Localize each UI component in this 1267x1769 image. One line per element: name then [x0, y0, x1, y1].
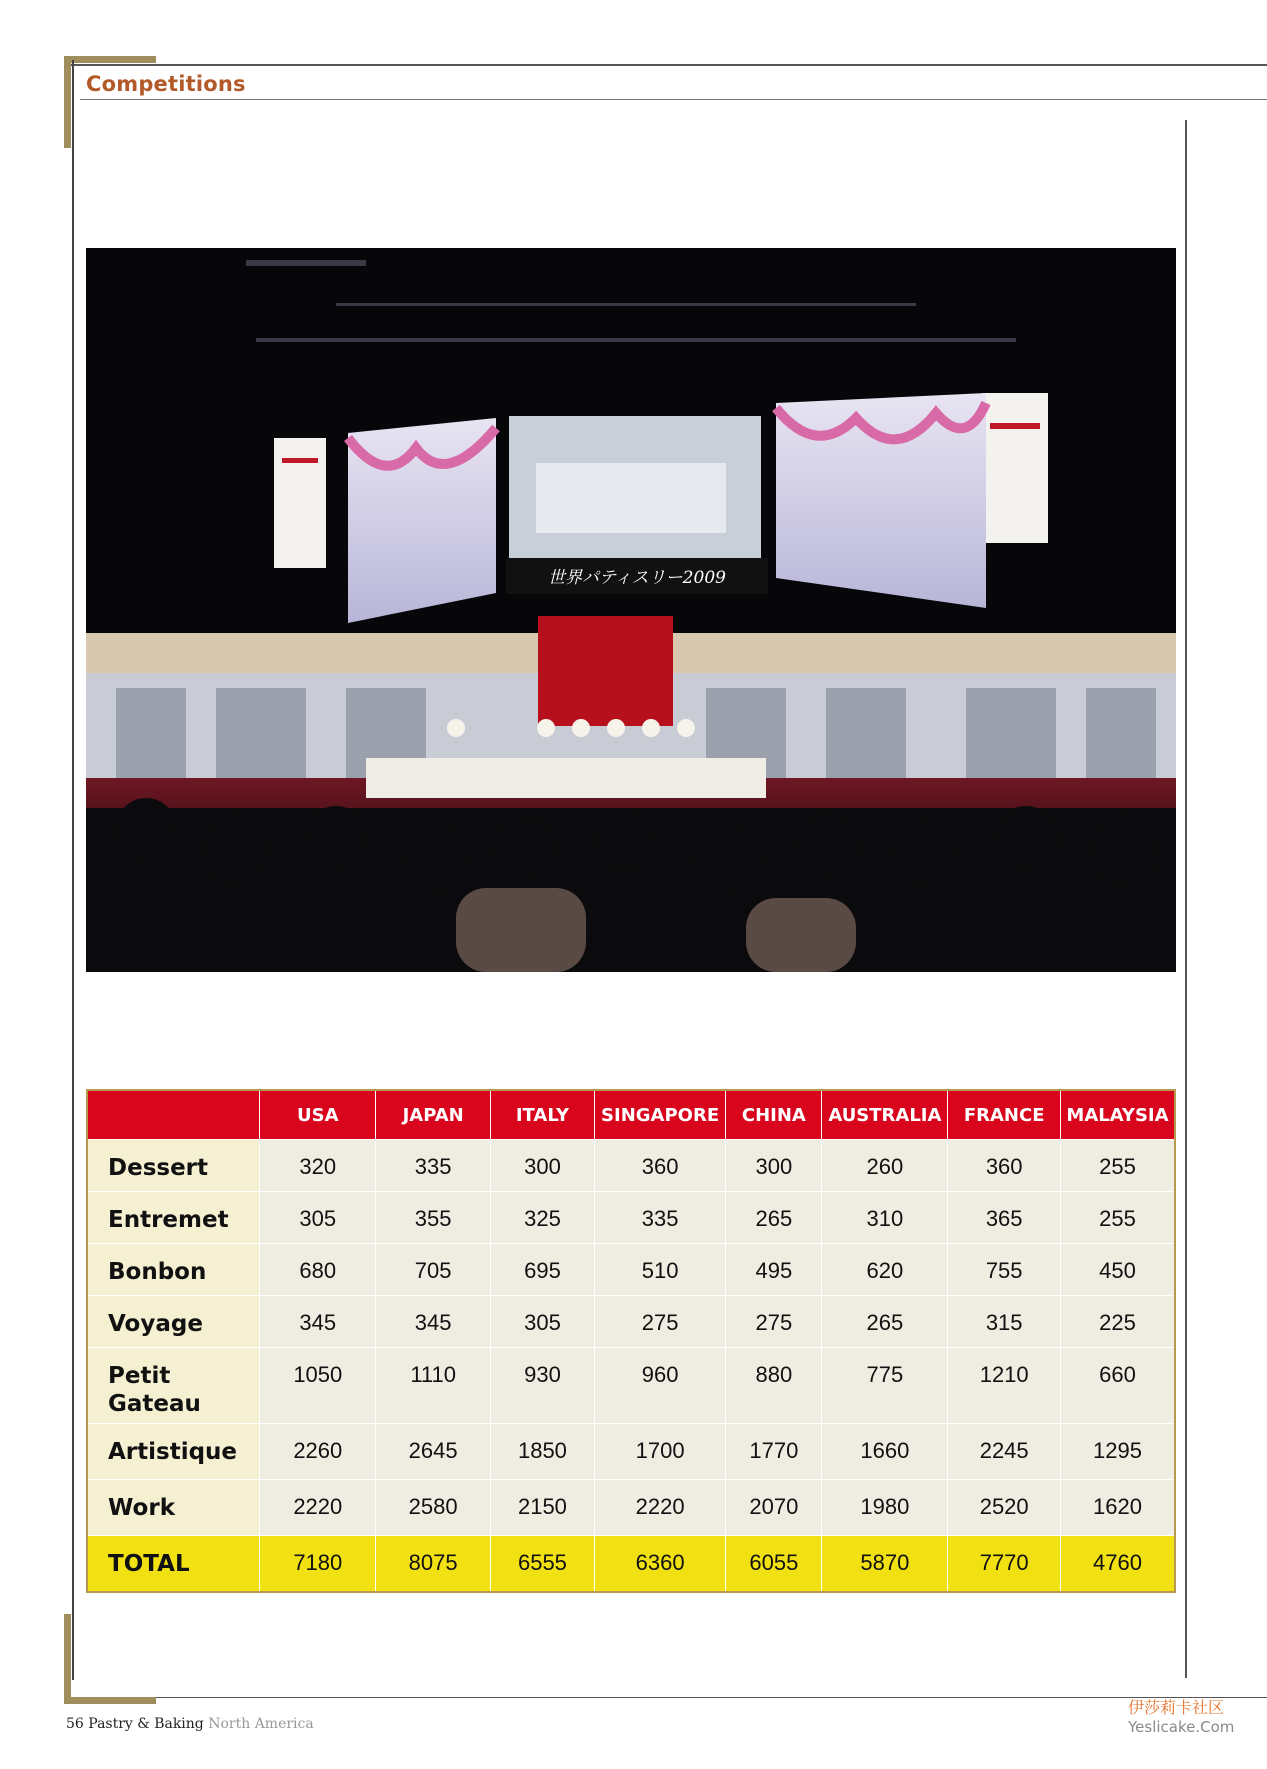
- competition-hall-photo: [86, 248, 1176, 972]
- score-cell: 345: [376, 1296, 491, 1348]
- column-header-china: CHINA: [726, 1090, 822, 1140]
- total-cell: 6055: [726, 1536, 822, 1592]
- score-cell: 775: [822, 1348, 948, 1424]
- gold-tab-accent-bottom: [64, 1697, 156, 1704]
- score-cell: 660: [1060, 1348, 1175, 1424]
- total-label: TOTAL: [87, 1536, 260, 1592]
- header-underline: [80, 99, 1267, 100]
- score-cell: 275: [594, 1296, 725, 1348]
- table-row: [87, 1140, 1175, 1192]
- row-label: Artistique: [87, 1424, 260, 1480]
- column-header-usa: USA: [260, 1090, 376, 1140]
- score-cell: 930: [491, 1348, 595, 1424]
- score-cell: 1050: [260, 1348, 376, 1424]
- total-cell: 4760: [1060, 1536, 1175, 1592]
- score-cell: 1620: [1060, 1480, 1175, 1536]
- score-cell: 1770: [726, 1424, 822, 1480]
- score-cell: 1110: [376, 1348, 491, 1424]
- score-cell: 355: [376, 1192, 491, 1244]
- row-label: Bonbon: [87, 1244, 260, 1296]
- page-footer: [66, 1716, 314, 1732]
- section-title: Competitions: [86, 72, 246, 96]
- score-cell: 360: [594, 1140, 725, 1192]
- total-cell: 6360: [594, 1536, 725, 1592]
- score-cell: 305: [260, 1192, 376, 1244]
- score-cell: 1295: [1060, 1424, 1175, 1480]
- score-cell: 2580: [376, 1480, 491, 1536]
- score-cell: 880: [726, 1348, 822, 1424]
- score-cell: 620: [822, 1244, 948, 1296]
- left-margin-rule: [72, 60, 74, 1680]
- score-cell: 695: [491, 1244, 595, 1296]
- score-cell: 1980: [822, 1480, 948, 1536]
- table-row: [87, 1296, 1175, 1348]
- score-cell: 495: [726, 1244, 822, 1296]
- score-cell: 225: [1060, 1296, 1175, 1348]
- total-cell: 6555: [491, 1536, 595, 1592]
- score-cell: 335: [594, 1192, 725, 1244]
- table-header-row: [87, 1090, 1175, 1140]
- score-cell: 1850: [491, 1424, 595, 1480]
- row-label: Voyage: [87, 1296, 260, 1348]
- score-cell: 360: [948, 1140, 1061, 1192]
- header-rule: [66, 64, 1267, 66]
- table-corner-cell: [87, 1090, 260, 1140]
- score-cell: 275: [726, 1296, 822, 1348]
- score-cell: 960: [594, 1348, 725, 1424]
- score-cell: 2150: [491, 1480, 595, 1536]
- score-cell: 345: [260, 1296, 376, 1348]
- page-number: 56: [66, 1716, 84, 1732]
- scores-table: [86, 1089, 1176, 1593]
- score-cell: 315: [948, 1296, 1061, 1348]
- row-label: Entremet: [87, 1192, 260, 1244]
- table-row: [87, 1424, 1175, 1480]
- score-cell: 300: [491, 1140, 595, 1192]
- row-label: Work: [87, 1480, 260, 1536]
- column-header-italy: ITALY: [491, 1090, 595, 1140]
- total-cell: 5870: [822, 1536, 948, 1592]
- score-cell: 320: [260, 1140, 376, 1192]
- column-header-france: FRANCE: [948, 1090, 1061, 1140]
- row-label: Dessert: [87, 1140, 260, 1192]
- gold-corner-accent-bottom: [64, 1614, 71, 1704]
- table-row: [87, 1244, 1175, 1296]
- score-cell: 2220: [260, 1480, 376, 1536]
- row-label: Petit Gateau: [87, 1348, 260, 1424]
- right-margin-rule: [1185, 120, 1187, 1678]
- publication-region: North America: [208, 1716, 314, 1732]
- column-header-australia: AUSTRALIA: [822, 1090, 948, 1140]
- score-cell: 260: [822, 1140, 948, 1192]
- score-cell: 335: [376, 1140, 491, 1192]
- table-row: [87, 1348, 1175, 1424]
- publication-name: Pastry & Baking: [88, 1716, 204, 1732]
- score-cell: 1660: [822, 1424, 948, 1480]
- score-cell: 255: [1060, 1140, 1175, 1192]
- score-cell: 2220: [594, 1480, 725, 1536]
- screen-caption: 世界パティスリー2009: [548, 568, 726, 588]
- table-row: [87, 1480, 1175, 1536]
- total-cell: 8075: [376, 1536, 491, 1592]
- score-cell: 680: [260, 1244, 376, 1296]
- score-cell: 2245: [948, 1424, 1061, 1480]
- gold-tab-accent-top: [64, 56, 156, 63]
- score-cell: 510: [594, 1244, 725, 1296]
- score-cell: 450: [1060, 1244, 1175, 1296]
- score-cell: 300: [726, 1140, 822, 1192]
- score-cell: 365: [948, 1192, 1061, 1244]
- score-cell: 755: [948, 1244, 1061, 1296]
- score-cell: 1700: [594, 1424, 725, 1480]
- score-cell: 265: [822, 1296, 948, 1348]
- table-row: [87, 1192, 1175, 1244]
- score-cell: 705: [376, 1244, 491, 1296]
- total-cell: 7180: [260, 1536, 376, 1592]
- score-cell: 1210: [948, 1348, 1061, 1424]
- score-cell: 325: [491, 1192, 595, 1244]
- watermark-en: Yeslicake.Com: [1128, 1718, 1235, 1736]
- score-cell: 2520: [948, 1480, 1061, 1536]
- column-header-malaysia: MALAYSIA: [1060, 1090, 1175, 1140]
- column-header-japan: JAPAN: [376, 1090, 491, 1140]
- score-cell: 255: [1060, 1192, 1175, 1244]
- total-row: [87, 1536, 1175, 1592]
- footer-rule: [66, 1697, 1267, 1698]
- score-cell: 2645: [376, 1424, 491, 1480]
- watermark-cn: 伊莎莉卡社区: [1128, 1698, 1225, 1717]
- score-cell: 2260: [260, 1424, 376, 1480]
- score-cell: 2070: [726, 1480, 822, 1536]
- score-cell: 265: [726, 1192, 822, 1244]
- gold-corner-accent-top: [64, 56, 71, 148]
- score-cell: 305: [491, 1296, 595, 1348]
- column-header-singapore: SINGAPORE: [594, 1090, 725, 1140]
- total-cell: 7770: [948, 1536, 1061, 1592]
- score-cell: 310: [822, 1192, 948, 1244]
